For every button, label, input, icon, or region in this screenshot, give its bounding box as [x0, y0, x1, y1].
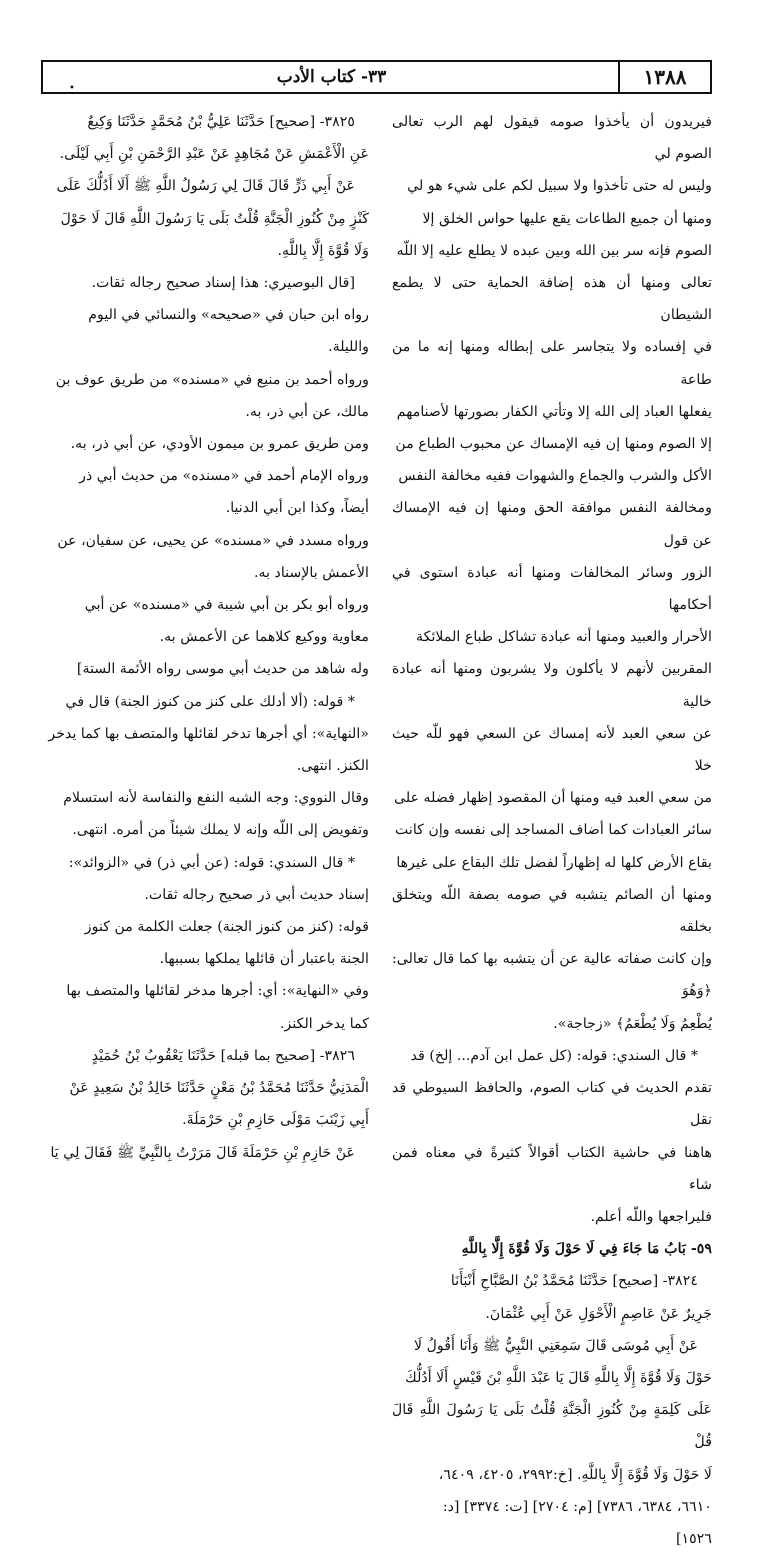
hadith-line: وَلَا قُوَّةَ إِلَّا بِاللَّهِ. [277, 242, 369, 259]
text-line: وإن كانت صفاته عالية عن أن يتشبه بها كما قال تعالى: ﴿وَهُوَ [392, 951, 712, 1000]
text-line: يُطْعِمُ وَلَا يُطْعَمُ﴾ «زجاجة». [553, 1015, 712, 1032]
text-line: سائر العبادات كما أضاف المساجد إلى نفسه وإن كانت [394, 822, 712, 839]
text-line: وليس له حتى تأخذوا ولا سبيل لكم على شيء هو لي [407, 178, 712, 195]
text-line: بقاع الأرض كلها له إظهاراً لفضل تلك البقاع على غيرها [396, 854, 712, 871]
text-line: ورواه أحمد بن منيع في «مسنده» من طريق عوف بن [55, 371, 369, 388]
hadith-line: لَا حَوْلَ وَلَا قُوَّةَ إِلَّا بِاللَّهِ. [خ:٢٩٩٢، ٤٢٠٥، ٦٤٠٩، [438, 1466, 712, 1483]
text-line: إلا الصوم ومنها إن فيه الإمساك عن محبوب الطباع من [395, 436, 712, 453]
chapter-heading: ٥٩- بَابُ مَا جَاءَ فِي لَا حَوْلَ وَلَا قُوَّةَ إِلَّا بِاللَّهِ [461, 1241, 712, 1258]
text-line: الزور وسائر المخالفات ومنها أنه عبادة استوى في أحكامها [392, 564, 712, 614]
text-line: الأكل والشرب والجماع والشهوات ففيه مخالفة النفس [398, 468, 712, 485]
hadith-line: ٣٨٢٦- [صحيح بما قبله] حَدَّثَنَا يَعْقُوبُ بْنُ حُمَيْدٍ [91, 1047, 355, 1064]
text-line: الأعمش بالإسناد به. [253, 564, 369, 581]
text-line: ورواه الإمام أحمد في «مسنده» من حديث أبي ذر [79, 468, 369, 485]
text-line: * قال السندي: قوله: (عن أبي ذر) في «الزوائد»: [68, 854, 355, 871]
reference-line: ٦٦١٠، ٦٣٨٤، ٧٣٨٦] [م: ٢٧٠٤] [ت: ٣٣٧٤] [د: [442, 1498, 712, 1515]
text-line: ومنها أن جميع الطاعات يقع عليها حواس الخلق إلا [422, 210, 712, 227]
text-line: وله شاهد من حديث أبي موسى رواه الأئمة الستة] [76, 661, 369, 678]
text-line: إسناد حديث أبي ذر صحيح رجاله ثقات. [144, 886, 369, 903]
hadith-line: حَوْلَ وَلَا قُوَّةَ إِلَّا بِاللَّهِ قَالَ يَا عَبْدَ اللَّهِ بْنَ قَيْسٍ أَلَا أَدُلُّكَ [405, 1369, 712, 1386]
text-line: ومن طريق عمرو بن ميمون الأودي، عن أبي ذر، به. [70, 436, 369, 453]
hadith-line: عَلَى كَلِمَةٍ مِنْ كُنُوزِ الْجَنَّةِ قُلْتُ بَلَى يَا رَسُولَ اللَّهِ قَالَ قُلْ [392, 1402, 712, 1451]
text-line: ورواه أبو بكر بن أبي شيبة في «مسنده» عن أبي [84, 597, 369, 614]
text-line: ومخالفة النفس موافقة الحق ومنها إن فيه الإمساك عن قول [392, 500, 712, 549]
text-line: ورواه مسدد في «مسنده» عن يحيى، عن سفيان، عن [57, 532, 369, 549]
right-column [392, 106, 712, 1555]
text-line: فليراجعها واللّه أعلم. [590, 1208, 712, 1225]
hadith-line: أَبِي زَيْنَبَ مَوْلَى حَازِمِ بْنِ حَرْمَلَةَ. [182, 1112, 369, 1129]
text-line: عن سعي العبد لأنه إمساك عن السعي فهو للّه حيث خلا [392, 725, 712, 775]
text-line: تعالى ومنها أن هذه إضافة الحماية حتى لا يطمع الشيطان [392, 275, 712, 324]
text-line: مالك، عن أبي ذر، به. [245, 403, 369, 420]
hadith-line: عَنْ أَبِي ذَرٍّ قَالَ قَالَ لِي رَسُولُ اللَّهِ ﷺ أَلَا أَدُلُّكَ عَلَى [56, 178, 355, 195]
hadith-line: الْمَدَنِيُّ حَدَّثَنَا مُحَمَّدُ بْنُ مَعْنٍ حَدَّثَنَا خَالِدُ بْنُ سَعِيدٍ عَنْ [69, 1080, 369, 1097]
hadith-line: عَنْ أَبِي مُوسَى قَالَ سَمِعَنِي النَّبِيُّ ﷺ وَأَنَا أَقُولُ لَا [414, 1337, 698, 1354]
hadith-line: كَنْزٍ مِنْ كُنُوزِ الْجَنَّةِ قُلْتُ بَلَى يَا رَسُولَ اللَّهِ قَالَ لَا حَوْلَ [60, 210, 369, 227]
text-line: في إفساده ولا يتجاسر على إبطاله ومنها إنه ما من طاعة [392, 339, 712, 388]
page-header [41, 60, 712, 94]
text-line: * قوله: (ألا أدلك على كنز من كنوز الجنة) قال في [65, 693, 355, 710]
text-line: يفعلها العباد إلى الله إلا وتأتي الكفار بصورتها لأصنامهم [396, 403, 712, 420]
hadith-line: ٣٨٢٥- [صحيح] حَدَّثَنَا عَلِيُّ بْنُ مُحَمَّدٍ حَدَّثَنَا وَكِيعٌ [87, 114, 355, 130]
text-line: [قال البوصيري: هذا إسناد صحيح رجاله ثقات. [91, 275, 355, 292]
text-line: وتفويض إلى اللّه وإنه لا يملك شيئاً من أمره. انتهى. [72, 822, 369, 839]
text-line: من سعي العبد فيه ومنها أن المقصود إظهار فضله على [394, 790, 712, 807]
text-line: والليلة. [328, 339, 369, 356]
text-line: فيريدون أن يأخذوا صومه فيقول لهم الرب تعالى الصوم لي [392, 114, 712, 163]
text-line: كما يدخر الكنز. [279, 1015, 369, 1032]
text-line: أيضاً، وكذا ابن أبي الدنيا. [225, 500, 369, 517]
hadith-line: عَنْ حَازِمِ بْنِ حَرْمَلَةَ قَالَ مَرَرْتُ بِالنَّبِيِّ ﷺ فَقَالَ لِي يَا [50, 1144, 355, 1161]
text-line: الكنز. انتهى. [296, 758, 369, 775]
text-line: وفي «النهاية»: أي: أجرها مدخر لقائلها والمتصف بها [66, 983, 369, 1000]
text-line: الأحرار والعبيد ومنها أنه عبادة تشاكل طباع الملائكة [416, 629, 712, 646]
text-line: ومنها أن الصائم يتشبه في صومه بصفة اللّه ويتخلق بخلقه [392, 886, 712, 936]
text-line: هاهنا في حاشية الكتاب أقوالاً كثيرةً في معناه فمن شاء [392, 1144, 712, 1193]
hadith-line: عَنِ الْأَعْمَشِ عَنْ مُجَاهِدٍ عَنْ عَبْدِ الرَّحْمَنِ بْنِ أَبِي لَيْلَى. [59, 146, 369, 163]
hadith-line: جَرِيرٌ عَنْ عَاصِمٍ الْأَحْوَلِ عَنْ أَبِي عُثْمَانَ. [485, 1305, 712, 1322]
text-line: تقدم الحديث في كتاب الصوم، والحافظ السيوطي قد نقل [392, 1080, 712, 1129]
header-mark: • [69, 83, 75, 94]
reference-line: ١٥٢٦] [675, 1530, 712, 1547]
text-line: وقال النووي: وجه الشبه النفع والنفاسة لأنه استسلام [63, 790, 369, 807]
text-line: رواه ابن حبان في «صحيحه» والنسائي في اليوم [88, 307, 369, 324]
text-line: الصوم فإنه سر بين الله وبين عبده لا يطلع عليه إلا اللّه [396, 242, 712, 259]
text-line: * قال السندي: قوله: (كل عمل ابن آدم... إلخ) قد [410, 1047, 698, 1064]
text-line: الجنة باعتبار أن قائلها يملكها بسببها. [159, 951, 369, 968]
text-line: معاوية ووكيع كلاهما عن الأعمش به. [159, 629, 369, 646]
hadith-line: ٣٨٢٤- [صحيح] حَدَّثَنَا مُحَمَّدُ بْنُ الصَّبَّاحِ أَنْبَأَنَا [450, 1273, 698, 1290]
text-line: «النهاية»: أي أجرها تدخر لقائلها والمتصف بها كما يدخر [48, 725, 369, 742]
chapter-title: ٣٣- كتاب الأدب [276, 67, 387, 87]
page-number: ١٣٨٨ [618, 62, 710, 92]
text-line: قوله: (كنز من كنوز الجنة) جعلت الكلمة من كنوز [84, 919, 369, 936]
left-column [41, 106, 369, 1169]
text-line: المقربين لأنهم لا يأكلون ولا يشربون ومنها أنه عبادة خالية [392, 661, 712, 710]
